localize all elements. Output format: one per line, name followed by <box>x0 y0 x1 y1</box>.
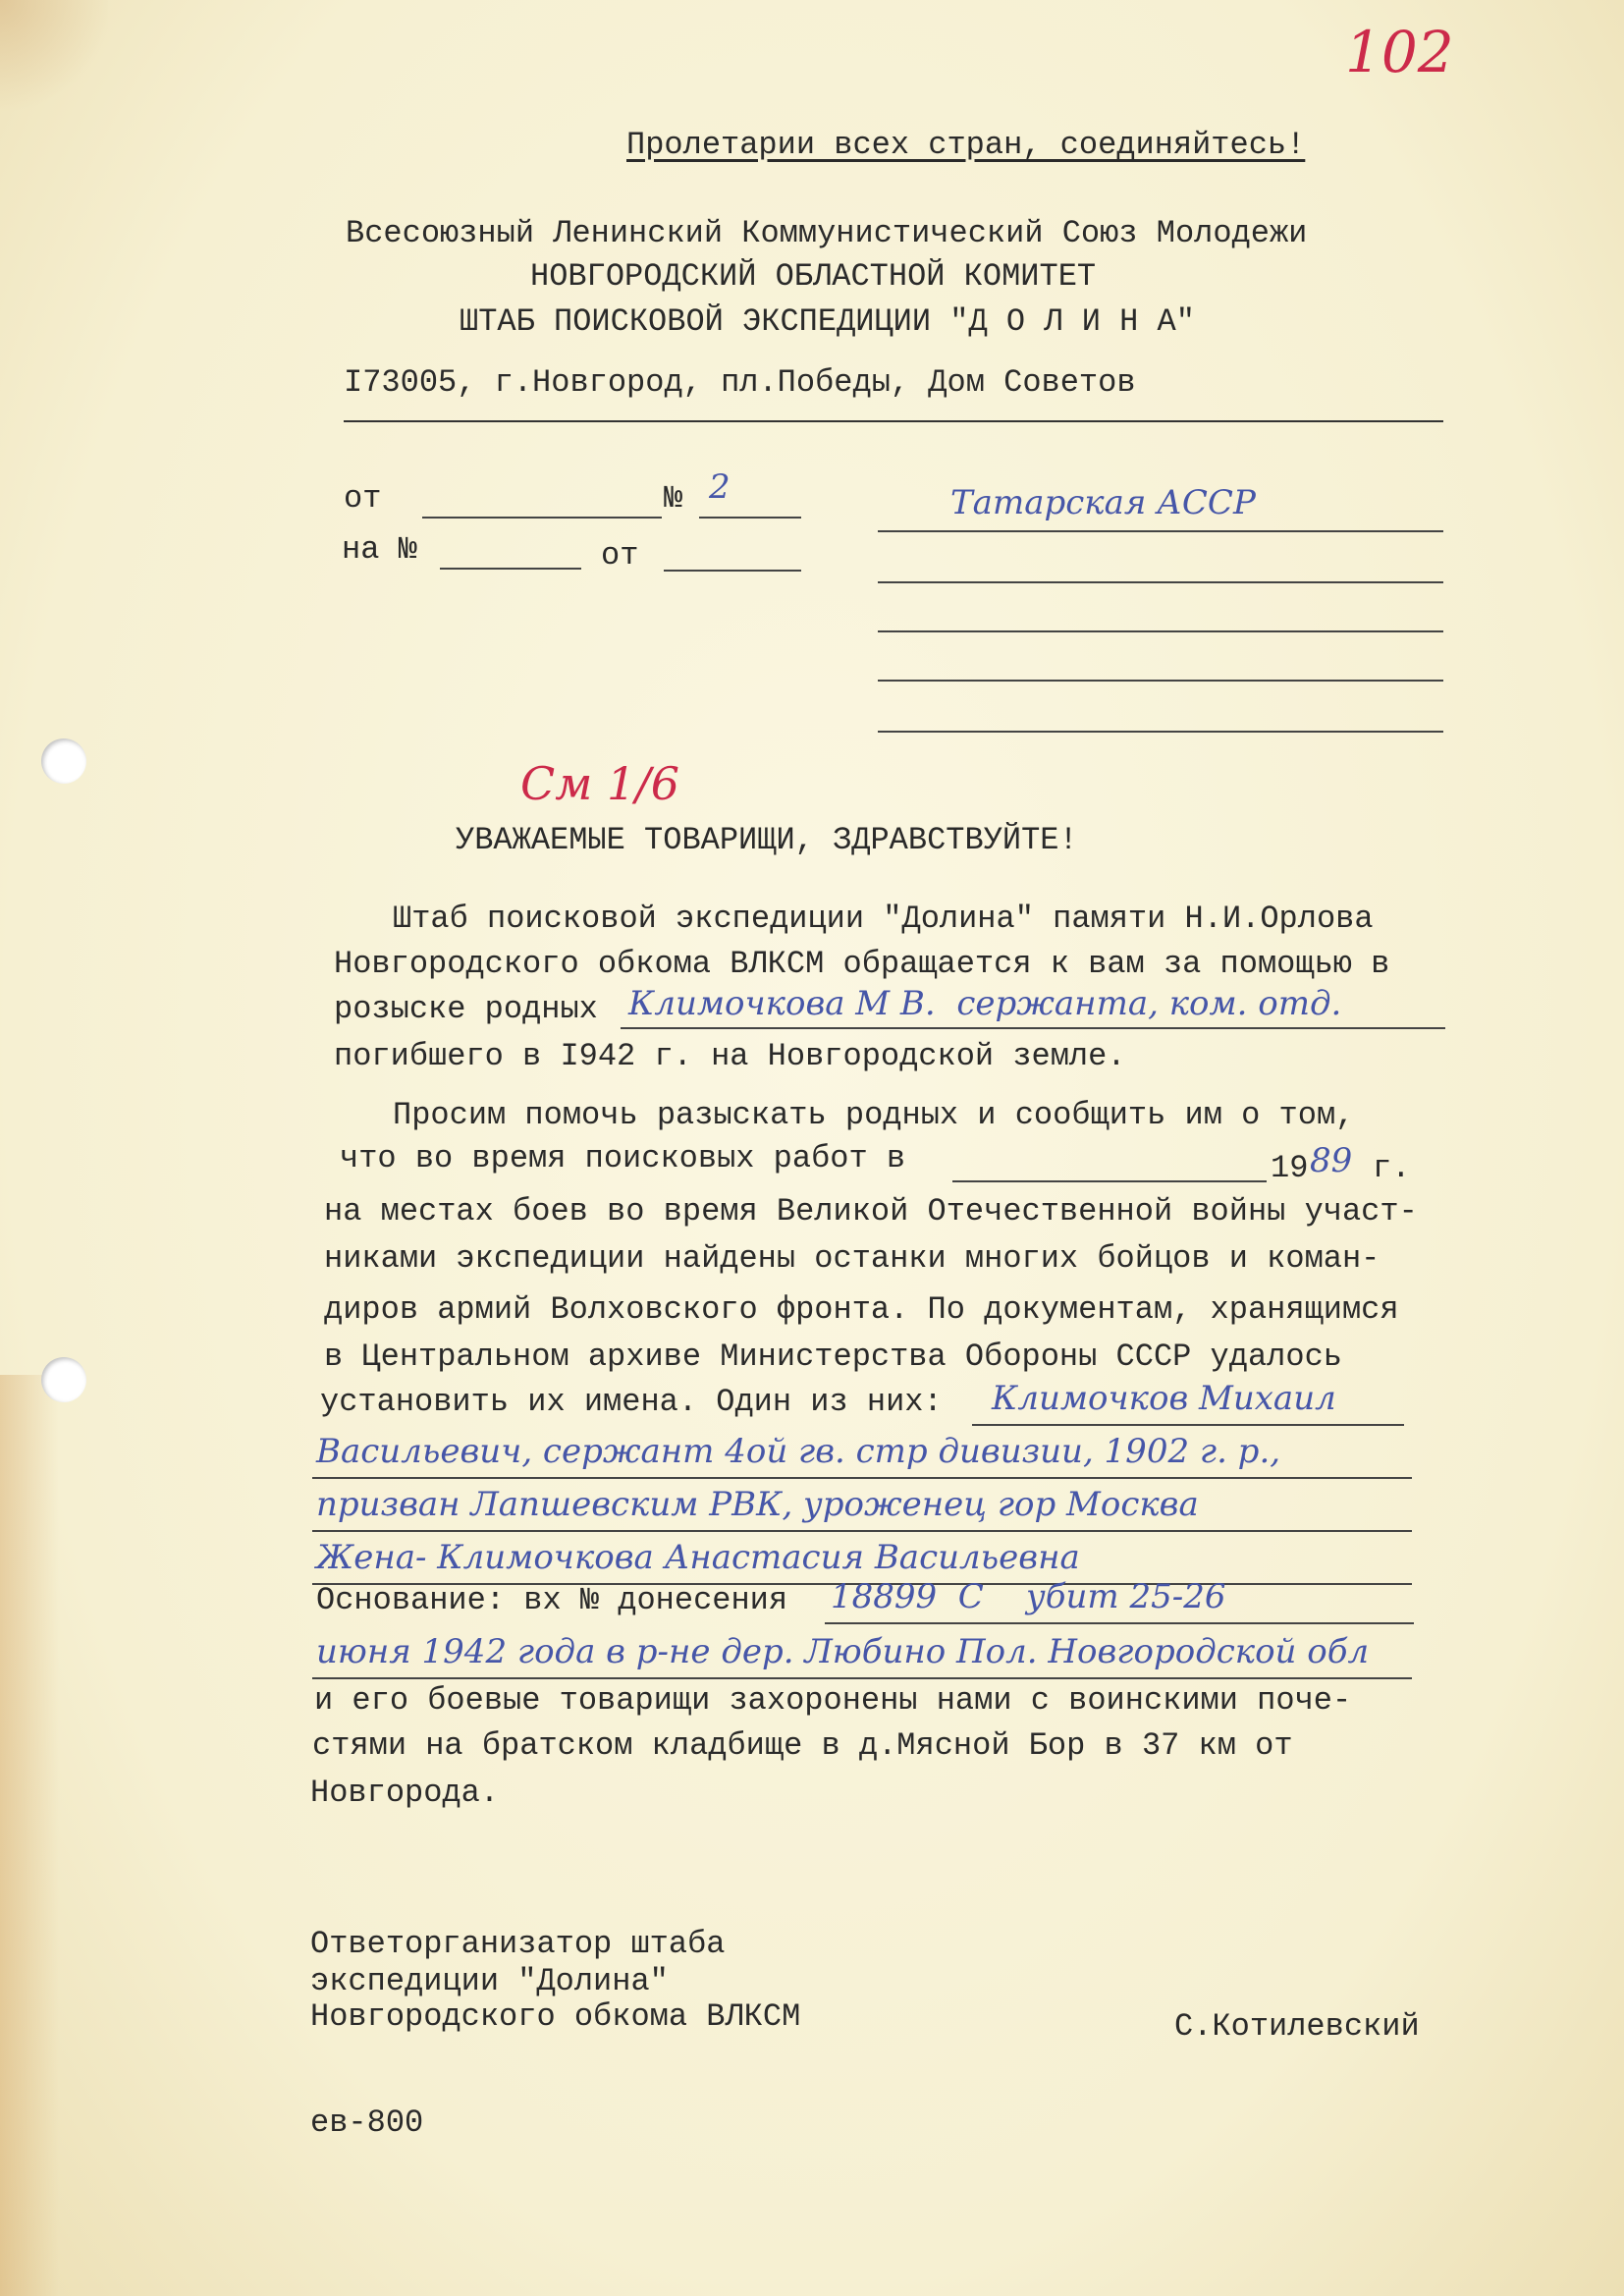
date-blank <box>422 517 662 519</box>
soldier-name-hw: Климочкова М В. сержанта, ком. отд. <box>628 984 1342 1023</box>
ref-label: на № <box>342 531 417 568</box>
month-blank <box>952 1180 1267 1182</box>
body-line: Просим помочь разыскать родных и сообщить им о том, <box>393 1097 1355 1133</box>
year-suffix: г. <box>1373 1150 1411 1186</box>
body-line: Штаб поисковой экспедиции "Долина" памяти Н.И.Орлова <box>393 901 1374 937</box>
basis-label: Основание: вх № донесения <box>316 1582 788 1618</box>
body-line: погибшего в I942 г. на Новгородской земле. <box>334 1038 1126 1074</box>
hw-details: Жена- Климочкова Анастасия Васильевна <box>316 1538 1080 1577</box>
ref-blank <box>440 568 581 570</box>
soldier-fullname-hw: Климочков Михаил <box>992 1379 1336 1418</box>
body-line: установить их имена. Один из них: <box>320 1384 943 1420</box>
red-note: См 1/6 <box>520 757 679 810</box>
signature-title: Ответорганизатор штаба <box>310 1926 726 1962</box>
hw-details: Васильевич, сержант 4ой гв. стр дивизии, 1902 г. р., <box>316 1432 1281 1471</box>
header-divider <box>344 420 1443 422</box>
body-line: в Центральном архиве Министерства Обороны СССР удалось <box>324 1339 1342 1375</box>
body-line: на местах боев во время Великой Отечественной войны участ- <box>324 1193 1418 1230</box>
signature-title: экспедиции "Долина" <box>310 1963 669 1999</box>
signature-title: Новгородского обкома ВЛКСМ <box>310 1998 801 2035</box>
body-line: и его боевые товарищи захоронены нами с воинскими поче- <box>314 1682 1352 1719</box>
hw-line <box>972 1424 1404 1426</box>
hw-location: июня 1942 года в р-не дер. Любино Пол. Новгородской обл <box>316 1632 1370 1671</box>
body-line: розыске родных <box>334 991 598 1027</box>
ref-from-label: от <box>601 537 639 574</box>
expedition-name: ШТАБ ПОИСКОВОЙ ЭКСПЕДИЦИИ "Д О Л И Н А" <box>460 303 1195 340</box>
signatory-name: С.Котилевский <box>1174 2008 1420 2045</box>
addressee-line <box>878 530 1443 532</box>
paper-stain <box>0 0 108 118</box>
number-sign: № <box>664 480 683 517</box>
org-name: Всесоюзный Ленинский Коммунистический Союз Молодежи <box>346 215 1308 251</box>
addressee: Татарская АССР <box>950 483 1256 522</box>
addressee-line <box>878 630 1443 632</box>
hw-line <box>312 1530 1412 1532</box>
greeting: УВАЖАЕМЫЕ ТОВАРИЩИ, ЗДРАВСТВУЙТЕ! <box>456 822 1078 858</box>
body-line: диров армий Волховского фронта. По документам, хранящимся <box>324 1291 1399 1328</box>
paper-stain <box>0 1375 59 2296</box>
hw-details: призван Лапшевским РВК, уроженец гор Москва <box>316 1485 1199 1524</box>
addressee-line <box>878 680 1443 682</box>
from-label: от <box>344 480 382 517</box>
address: I73005, г.Новгород, пл.Победы, Дом Советов <box>344 364 1136 401</box>
body-line: стями на братском кладбище в д.Мясной Бор в 37 км от <box>312 1727 1293 1764</box>
number-value: 2 <box>709 467 731 507</box>
footer-code: ев-800 <box>310 2105 424 2141</box>
punch-hole-bottom <box>41 1357 86 1402</box>
page-number: 102 <box>1345 19 1454 85</box>
body-line: Новгорода. <box>310 1775 500 1811</box>
number-blank <box>699 517 801 519</box>
hw-line <box>312 1677 1412 1679</box>
basis-hw: 18899 С убит 25-26 <box>831 1577 1226 1616</box>
motto: Пролетарии всех стран, соединяйтесь! <box>626 127 1306 163</box>
addressee-line <box>878 581 1443 583</box>
body-line: Новгородского обкома ВЛКСМ обращается к вам за помощью в <box>334 946 1390 982</box>
ref-date-blank <box>664 570 801 572</box>
hw-line <box>825 1622 1414 1624</box>
year-hw: 89 <box>1310 1141 1353 1180</box>
year-prefix: 19 <box>1271 1150 1309 1186</box>
hw-line <box>312 1477 1412 1479</box>
body-line: никами экспедиции найдены останки многих бойцов и коман- <box>324 1240 1380 1277</box>
body-line: что во время поисковых работ в <box>340 1140 906 1176</box>
committee-name: НОВГОРОДСКИЙ ОБЛАСТНОЙ КОМИТЕТ <box>530 258 1097 295</box>
hw-line <box>621 1027 1445 1029</box>
punch-hole-top <box>41 738 86 784</box>
addressee-line <box>878 731 1443 733</box>
